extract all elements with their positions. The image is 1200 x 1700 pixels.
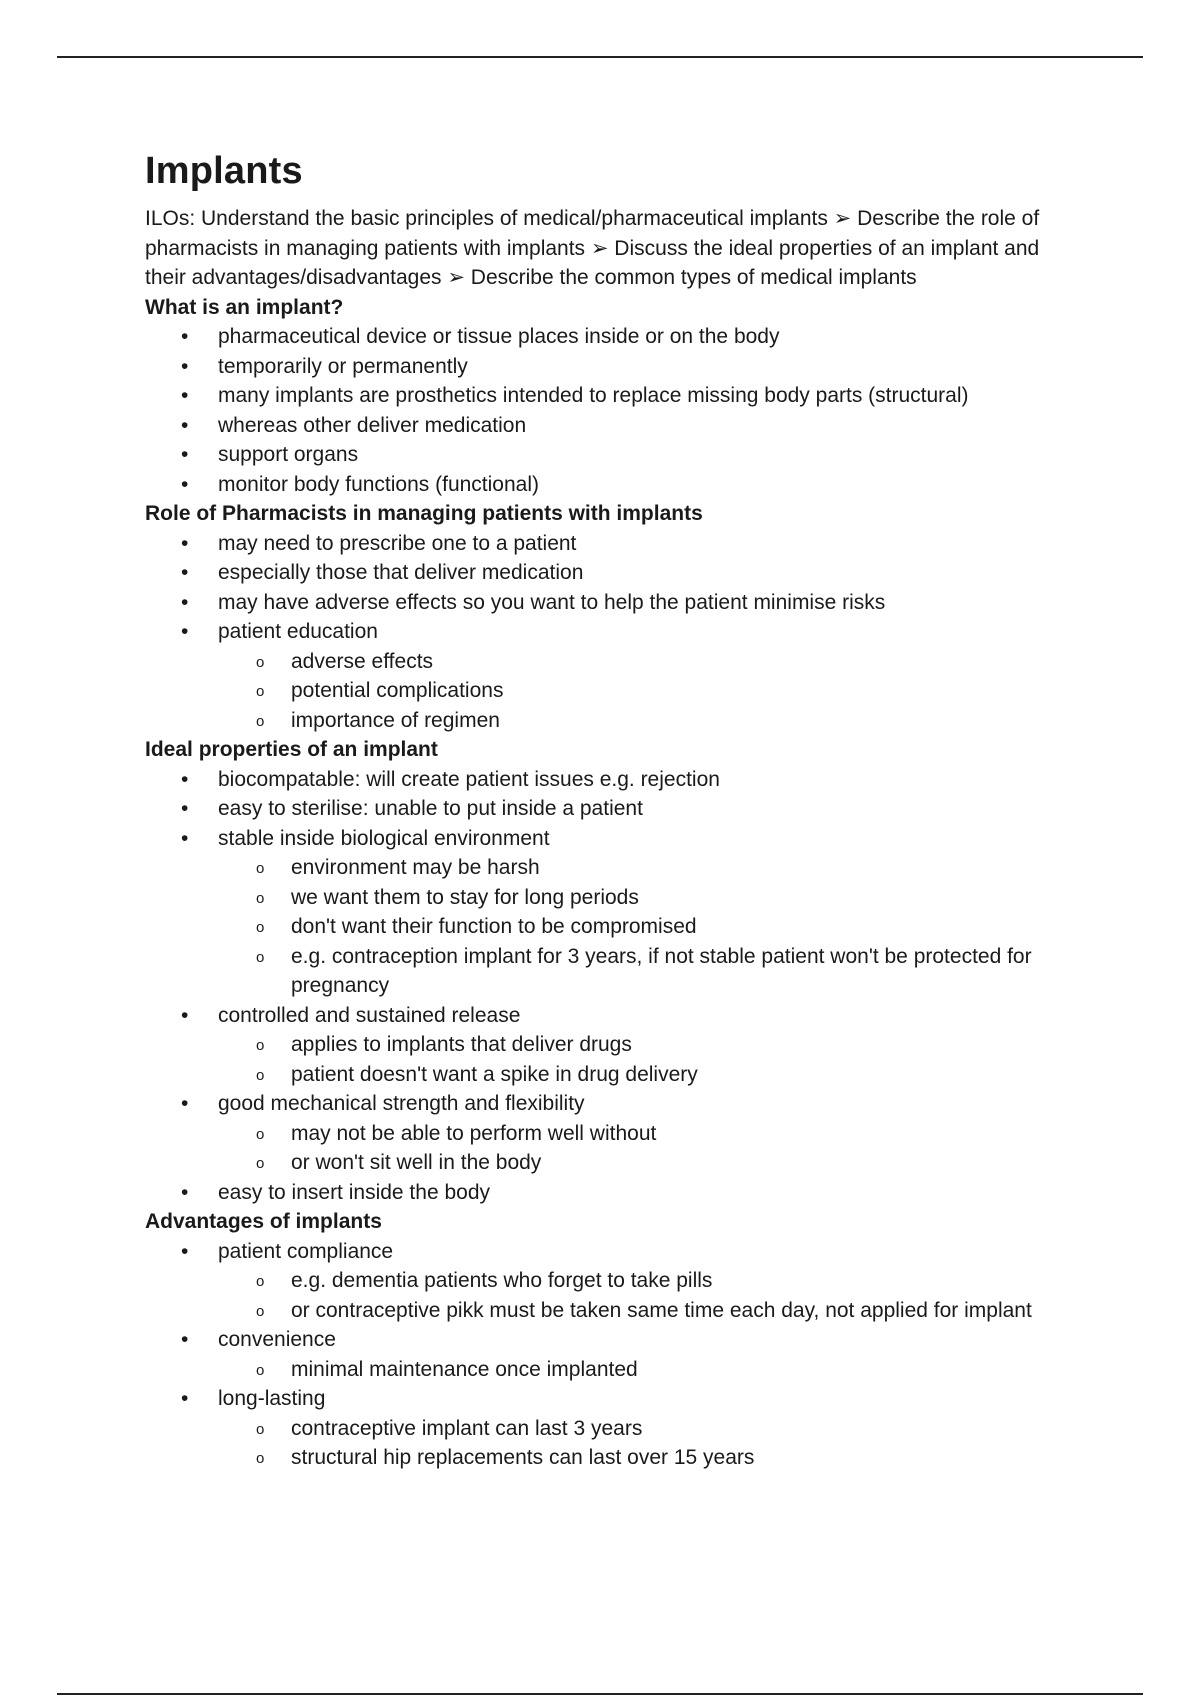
list-item-text: good mechanical strength and flexibility bbox=[218, 1092, 585, 1115]
bullet-icon: • bbox=[181, 826, 189, 850]
list-item bbox=[145, 794, 1045, 824]
list-item bbox=[145, 617, 1045, 735]
sub-list-item bbox=[218, 1266, 1045, 1296]
sub-bullet-icon: o bbox=[256, 712, 265, 730]
bullet-icon: • bbox=[181, 620, 189, 643]
stable-sublist bbox=[218, 853, 1045, 1001]
education-sublist bbox=[218, 647, 1045, 736]
bullet-icon: • bbox=[181, 1239, 189, 1263]
bullet-icon: • bbox=[181, 767, 189, 791]
release-sublist bbox=[218, 1030, 1045, 1089]
list-item-text: may have adverse effects so you want to help the patient minimise risks bbox=[218, 590, 886, 614]
list-item-text: long-lasting bbox=[218, 1387, 326, 1410]
sub-bullet-icon: o bbox=[256, 1361, 265, 1379]
list-item bbox=[145, 765, 1045, 795]
bullet-icon: • bbox=[181, 354, 189, 378]
list-item bbox=[145, 1325, 1045, 1384]
sub-list-item bbox=[218, 912, 1045, 942]
list-item-text: may need to prescribe one to a patient bbox=[218, 531, 577, 555]
sub-list-item bbox=[218, 1443, 1045, 1473]
sub-list-item-text: may not be able to perform well without bbox=[291, 1121, 657, 1145]
sub-bullet-icon: o bbox=[256, 683, 265, 700]
sub-bullet-icon: o bbox=[256, 1302, 265, 1320]
sub-list-item bbox=[218, 1030, 1045, 1060]
bullet-icon: • bbox=[181, 1180, 189, 1204]
sub-list-item-text: potential complications bbox=[291, 679, 504, 702]
sub-list-item bbox=[218, 1148, 1045, 1178]
sub-list-item-text: don't want their function to be compromised bbox=[291, 915, 697, 938]
section-heading-advantages: Advantages of implants bbox=[145, 1210, 382, 1233]
list-item bbox=[145, 1384, 1045, 1473]
sub-list-item bbox=[218, 1355, 1045, 1385]
list-item-text: temporarily or permanently bbox=[218, 354, 468, 378]
list-item-text: monitor body functions (functional) bbox=[218, 472, 539, 496]
sub-list-item bbox=[218, 1060, 1045, 1090]
sub-list-item-text: contraceptive implant can last 3 years bbox=[291, 1416, 643, 1440]
sub-bullet-icon: o bbox=[256, 889, 265, 907]
bullet-icon: • bbox=[181, 413, 189, 437]
list-item bbox=[145, 322, 1045, 352]
list-item-text: patient education bbox=[218, 620, 378, 643]
list-item-text: stable inside biological environment bbox=[218, 826, 550, 850]
list-item bbox=[145, 381, 1045, 411]
sub-list-item-text: importance of regimen bbox=[291, 708, 500, 732]
sub-list-item-text: e.g. contraception implant for 3 years, if not stable patient won't be protected for pregnancy bbox=[291, 944, 1032, 997]
list-item-text: whereas other deliver medication bbox=[218, 413, 527, 437]
sub-list-item bbox=[218, 1414, 1045, 1444]
bullet-icon: • bbox=[181, 384, 189, 407]
bullet-icon: • bbox=[181, 472, 189, 496]
sub-list-item bbox=[218, 883, 1045, 913]
list-item-text: especially those that deliver medication bbox=[218, 561, 584, 584]
list-item-text: biocompatable: will create patient issues e.g. rejection bbox=[218, 767, 720, 791]
sub-list-item bbox=[218, 853, 1045, 883]
sub-list-item bbox=[218, 647, 1045, 677]
document-body bbox=[145, 148, 1045, 1473]
advantages-list bbox=[145, 1237, 1045, 1473]
bullet-icon: • bbox=[181, 797, 189, 820]
bullet-icon: • bbox=[181, 1003, 189, 1027]
list-item bbox=[145, 1237, 1045, 1326]
sub-list-item-text: applies to implants that deliver drugs bbox=[291, 1033, 632, 1056]
sub-bullet-icon: o bbox=[256, 1037, 265, 1054]
list-item bbox=[145, 1001, 1045, 1090]
list-item bbox=[145, 588, 1045, 618]
sub-list-item-text: structural hip replacements can last over 15 years bbox=[291, 1446, 755, 1469]
sub-bullet-icon: o bbox=[256, 1125, 265, 1143]
section-heading-role: Role of Pharmacists in managing patients with implants bbox=[145, 502, 703, 525]
section-heading-what-is: What is an implant? bbox=[145, 295, 344, 319]
ilos-paragraph: ILOs: Understand the basic principles of medical/pharmaceutical implants ➢ Describe the role of pharmacists in managing patients with implants ➢ Discuss the ideal properties of an implant and their advantages/disadvantages ➢ Describe the common types of medical implants bbox=[145, 207, 1040, 289]
bullet-icon: • bbox=[181, 561, 189, 584]
list-item-text: patient compliance bbox=[218, 1239, 394, 1263]
list-item bbox=[145, 529, 1045, 559]
list-item bbox=[145, 824, 1045, 1001]
bullet-icon: • bbox=[181, 1092, 189, 1115]
sub-list-item bbox=[218, 676, 1045, 706]
sub-bullet-icon: o bbox=[256, 919, 265, 936]
sub-list-item-text: or won't sit well in the body bbox=[291, 1151, 542, 1174]
list-item bbox=[145, 411, 1045, 441]
sub-list-item-text: or contraceptive pikk must be taken same time each day, not applied for implant bbox=[291, 1298, 1032, 1322]
sub-list-item bbox=[218, 1119, 1045, 1149]
bullet-icon: • bbox=[181, 1328, 189, 1351]
role-list bbox=[145, 529, 1045, 736]
list-item bbox=[145, 558, 1045, 588]
bullet-icon: • bbox=[181, 590, 189, 614]
list-item-text: pharmaceutical device or tissue places inside or on the body bbox=[218, 325, 780, 348]
long-lasting-sublist bbox=[218, 1414, 1045, 1473]
list-item-text: many implants are prosthetics intended to replace missing body parts (structural) bbox=[218, 384, 969, 407]
ideal-list bbox=[145, 765, 1045, 1208]
sub-bullet-icon: o bbox=[256, 1450, 265, 1467]
list-item bbox=[145, 352, 1045, 382]
compliance-sublist bbox=[218, 1266, 1045, 1325]
convenience-sublist bbox=[218, 1355, 1045, 1385]
sub-list-item-text: environment may be harsh bbox=[291, 856, 540, 879]
section-heading-ideal: Ideal properties of an implant bbox=[145, 738, 438, 761]
sub-list-item-text: adverse effects bbox=[291, 649, 434, 673]
bullet-icon: • bbox=[181, 1387, 189, 1410]
sub-bullet-icon: o bbox=[256, 948, 265, 966]
sub-list-item bbox=[218, 1296, 1045, 1326]
list-item-text: easy to insert inside the body bbox=[218, 1180, 490, 1204]
list-item-text: support organs bbox=[218, 443, 359, 466]
sub-list-item-text: e.g. dementia patients who forget to take pills bbox=[291, 1269, 713, 1292]
list-item-text: easy to sterilise: unable to put inside a patient bbox=[218, 797, 643, 820]
list-item-text: convenience bbox=[218, 1328, 336, 1351]
sub-bullet-icon: o bbox=[256, 1273, 265, 1290]
sub-list-item-text: minimal maintenance once implanted bbox=[291, 1357, 638, 1381]
bullet-icon: • bbox=[181, 325, 189, 348]
strength-sublist bbox=[218, 1119, 1045, 1178]
list-item bbox=[145, 1089, 1045, 1178]
sub-bullet-icon: o bbox=[256, 860, 265, 877]
what-is-list bbox=[145, 322, 1045, 499]
sub-bullet-icon: o bbox=[256, 1066, 265, 1084]
bullet-icon: • bbox=[181, 443, 189, 466]
sub-list-item bbox=[218, 706, 1045, 736]
sub-list-item bbox=[218, 942, 1045, 1001]
top-rule bbox=[57, 56, 1143, 58]
sub-list-item-text: patient doesn't want a spike in drug delivery bbox=[291, 1062, 698, 1086]
list-item-text: controlled and sustained release bbox=[218, 1003, 521, 1027]
sub-list-item-text: we want them to stay for long periods bbox=[291, 885, 639, 909]
sub-bullet-icon: o bbox=[256, 1155, 265, 1172]
sub-bullet-icon: o bbox=[256, 653, 265, 671]
list-item bbox=[145, 440, 1045, 470]
page-title: Implants bbox=[145, 150, 303, 192]
bullet-icon: • bbox=[181, 531, 189, 555]
list-item bbox=[145, 1178, 1045, 1208]
bottom-rule bbox=[57, 1693, 1143, 1695]
list-item bbox=[145, 470, 1045, 500]
sub-bullet-icon: o bbox=[256, 1420, 265, 1438]
